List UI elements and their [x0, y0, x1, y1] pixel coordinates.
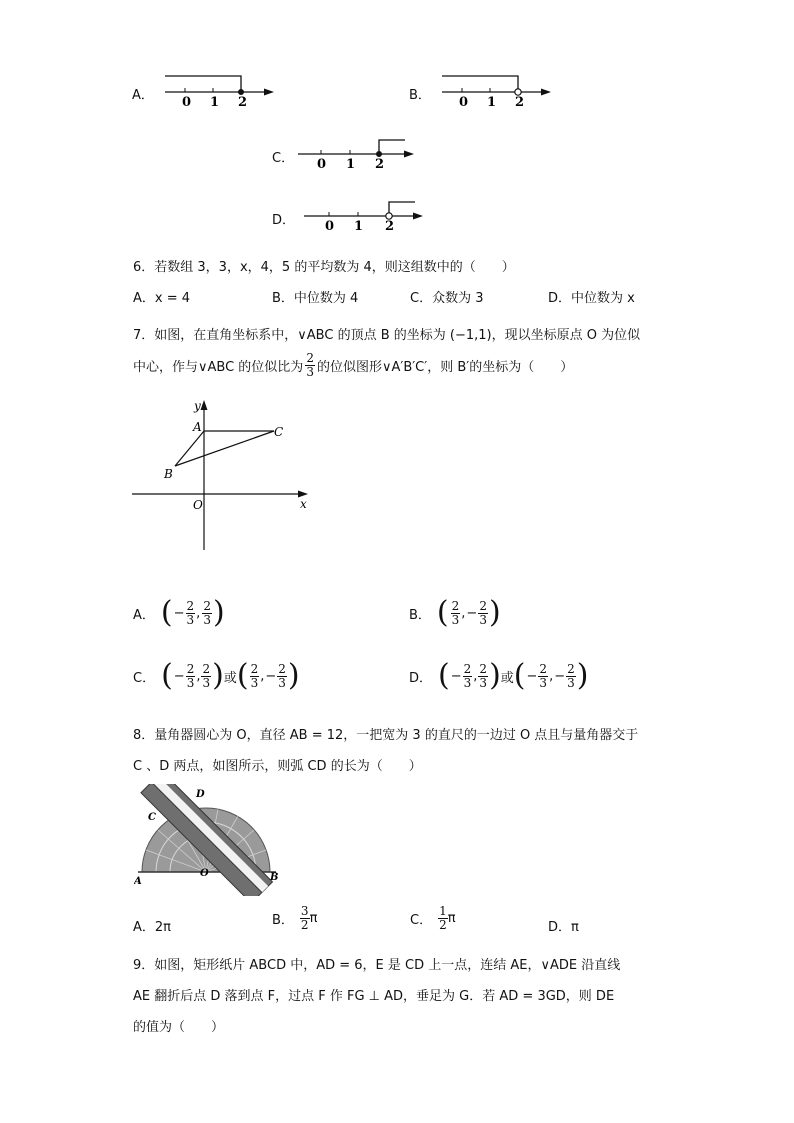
option-letter: C．	[133, 670, 156, 686]
q8-option-a[interactable]: A．2π	[133, 920, 171, 935]
q6-option-a[interactable]: A．x = 4	[133, 291, 191, 306]
coordinate: ( − $\frac{2}{3}$ , $\frac{2}{3}$ )	[438, 658, 501, 693]
fraction: $\frac{1}{2}$	[439, 904, 447, 932]
number-line-a	[160, 72, 280, 112]
tick-2: 2	[238, 95, 248, 110]
option-letter: B．	[409, 88, 431, 103]
fraction: $\frac{3}{2}$	[300, 904, 309, 932]
q5-option-c[interactable]	[272, 136, 432, 176]
point-c-label: C	[274, 425, 284, 439]
tick-1: 1	[487, 95, 497, 110]
tick-1: 1	[354, 219, 364, 234]
number-line-d	[300, 198, 430, 238]
point-b-label: B	[164, 467, 173, 481]
or-word: 或	[223, 670, 237, 686]
tick-2: 2	[375, 157, 385, 172]
number-line-c	[296, 136, 426, 176]
option-letter: C．	[410, 912, 433, 928]
tick-0: 0	[317, 157, 327, 172]
option-letter: D．	[409, 670, 433, 686]
q7-option-a[interactable]	[133, 595, 225, 630]
q5-option-a[interactable]	[132, 72, 282, 112]
option-letter: C．	[272, 151, 295, 166]
q8-line2: C 、D 两点，如图所示，则弧 CD 的长为（ ）	[133, 759, 422, 774]
or-word: 或	[500, 670, 514, 686]
tick-1: 1	[346, 157, 356, 172]
q5-option-d[interactable]	[272, 198, 432, 238]
coordinate: ( − $\frac{2}{3}$ , − $\frac{2}{3}$ )	[513, 658, 589, 693]
x-axis-label: x	[300, 497, 307, 511]
tick-0: 0	[459, 95, 469, 110]
q7-option-c[interactable]	[133, 658, 300, 693]
tick-1: 1	[210, 95, 220, 110]
q9-line3: 的值为（ ）	[133, 1020, 225, 1035]
ratio-denominator: 3	[306, 364, 314, 379]
point-d-label: D	[196, 789, 205, 800]
q5-option-b[interactable]	[409, 72, 559, 112]
q6-option-c[interactable]: C．众数为 3	[410, 291, 484, 306]
pi-symbol: π	[447, 910, 456, 926]
option-letter: B．	[409, 607, 431, 623]
origin-label: O	[193, 498, 203, 512]
option-letter: D．	[272, 213, 296, 228]
y-axis-label: y	[194, 399, 201, 413]
tick-0: 0	[325, 219, 335, 234]
point-b-label: B	[270, 872, 279, 883]
coordinate: ( $\frac{2}{3}$ , − $\frac{2}{3}$ )	[436, 595, 501, 630]
point-a-label: A	[134, 876, 142, 887]
coordinate: ( − $\frac{2}{3}$ , $\frac{2}{3}$ )	[161, 658, 224, 693]
q6-stem: 6．若数组 3，3，x，4，5 的平均数为 4，则这组数中的（ ）	[133, 260, 515, 275]
q7-line2	[133, 352, 573, 378]
q8-option-d[interactable]: D．π	[548, 920, 579, 935]
q6-option-d[interactable]: D．中位数为 x	[548, 291, 635, 306]
q9-line2: AE 翻折后点 D 落到点 F，过点 F 作 FG ⊥ AD，垂足为 G．若 AD = 3GD，则 DE	[133, 989, 615, 1004]
coordinate: ( $\frac{2}{3}$ , − $\frac{2}{3}$ )	[236, 658, 300, 693]
tick-2: 2	[515, 95, 525, 110]
tick-2: 2	[385, 219, 395, 234]
q8-line1: 8．量角器圆心为 O，直径 AB = 12，一把宽为 3 的直尺的一边过 O 点且与量角器交于	[133, 728, 639, 743]
q8-option-c[interactable]	[410, 905, 456, 931]
q7-coordinate-figure	[128, 396, 318, 556]
similarity-ratio	[305, 352, 315, 378]
option-letter: A．	[132, 88, 154, 103]
q7-line1: 7．如图，在直角坐标系中，∨ABC 的顶点 B 的坐标为 (−1,1)，现以坐标原点 O 为位似	[133, 328, 641, 343]
q6-option-b[interactable]: B．中位数为 4	[272, 291, 359, 306]
point-a-label: A	[193, 420, 202, 434]
protractor-ruler-figure	[134, 784, 294, 896]
option-letter: B．	[272, 912, 294, 928]
q7-line2-post: 的位似图形∨A′B′C′，则 B′的坐标为（ ）	[316, 359, 574, 375]
q7-line2-pre: 中心，作与∨ABC 的位似比为	[133, 359, 304, 375]
point-c-label: C	[148, 812, 156, 823]
tick-0: 0	[182, 95, 192, 110]
coordinate: ( − $\frac{2}{3}$ , $\frac{2}{3}$ )	[160, 595, 225, 630]
number-line-b	[437, 72, 557, 112]
center-o-label: O	[200, 868, 209, 879]
ratio-numerator: 2	[306, 351, 314, 365]
q8-option-b[interactable]	[272, 905, 317, 931]
option-letter: A．	[133, 607, 155, 623]
q7-option-b[interactable]	[409, 595, 501, 630]
q9-line1: 9．如图，矩形纸片 ABCD 中，AD = 6，E 是 CD 上一点，连结 AE，∨ADE 沿直线	[133, 958, 621, 973]
q7-option-d[interactable]	[409, 658, 589, 693]
pi-symbol: π	[309, 910, 318, 926]
